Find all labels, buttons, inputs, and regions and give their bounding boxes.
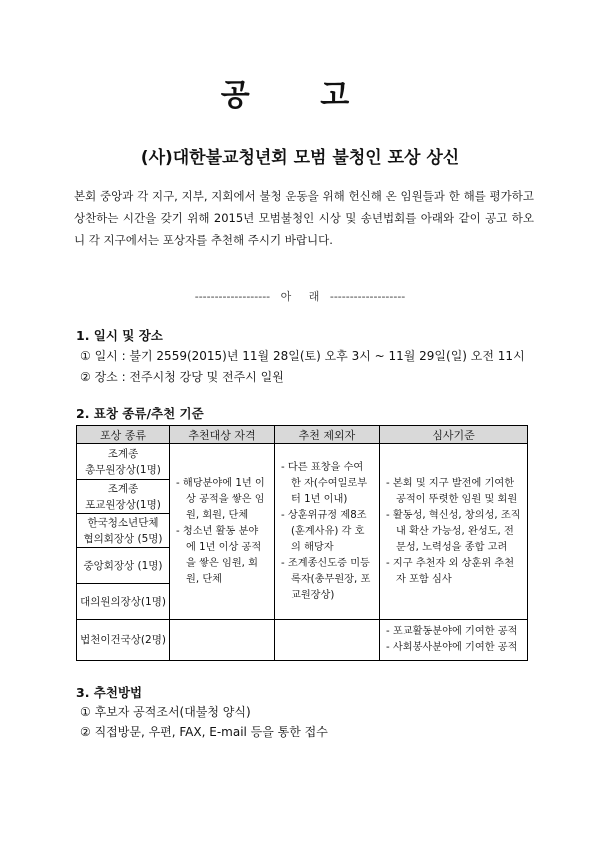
table-row	[77, 620, 528, 661]
intro-paragraph: 본회 중앙과 각 지구, 지부, 지회에서 불청 운동을 위해 헌신해 온 임원들과 한 해를 평가하고 상찬하는 시간을 갖기 위해 2015년 모범불청인 시상 및 송년법회를 아래와 같이 공고 하오니 각 지구에서는 포상자를 추천해 주시기 바랍니다.	[74, 189, 534, 247]
section-divider: ------------------- 아 래 -------------------	[194, 290, 406, 303]
exclusion-cell	[275, 444, 380, 620]
table-row	[77, 444, 528, 480]
section-1-heading: 1. 일시 및 장소	[76, 328, 163, 343]
criteria-line: - 활동성, 혁신성, 창의성, 조직내 확산 가능성, 완성도, 전문성, 노력성을 종합 고려	[386, 509, 521, 553]
qualification-line: - 해당분야에 1년 이상 공적을 쌓은 임원, 회원, 단체	[176, 477, 265, 521]
award-line: 총무원장상(1명)	[85, 463, 161, 476]
notice-subtitle: (사)대한불교청년회 모범 불청인 포상 상신	[140, 148, 460, 168]
header-exclusion: 추천 제외자	[275, 426, 380, 444]
header-award-type: 포상 종류	[77, 426, 170, 444]
award-cell	[77, 514, 170, 548]
award-line: 중앙회장상 (1명)	[83, 559, 163, 572]
location-item: ② 장소 : 전주시청 강당 및 전주시 일원	[80, 370, 284, 384]
award-cell	[77, 444, 170, 480]
award-line: 법천이건국상(2명)	[80, 634, 166, 646]
award-criteria-table	[76, 425, 528, 661]
criteria-line: - 지구 추천자 외 상훈위 추천자 포함 심사	[386, 557, 515, 585]
award-cell	[77, 620, 170, 661]
award-cell	[77, 480, 170, 514]
criteria-cell	[380, 444, 528, 620]
exclusion-line: - 상훈위규정 제8조(훈계사유) 각 호의 해당자	[281, 509, 367, 553]
header-criteria: 심사기준	[380, 426, 528, 444]
award-line: 한국청소년단체	[87, 516, 159, 529]
section-2-heading: 2. 표창 종류/추천 기준	[76, 406, 204, 421]
qualification-line: - 청소년 활동 분야에 1년 이상 공적을 쌓은 임원, 회원, 단체	[176, 525, 262, 585]
criteria-line: - 포교활동분야에 기여한 공적	[386, 626, 518, 637]
award-cell	[77, 584, 170, 620]
empty-cell	[170, 620, 275, 661]
exclusion-line: - 다른 표창을 수여한 자(수여일로부터 1년 이내)	[281, 461, 368, 505]
method-item: ① 후보자 공적조서(대불청 양식)	[80, 705, 251, 719]
notice-title: 공 고	[220, 78, 380, 113]
criteria-line: - 본회 및 지구 발전에 기여한 공적이 뚜렷한 임원 및 회원	[386, 477, 518, 505]
award-line: 협의회장상 (5명)	[83, 532, 163, 545]
criteria-line: - 사회봉사분야에 기여한 공적	[386, 642, 518, 653]
award-line: 조계종	[107, 447, 139, 460]
award-line: 조계종	[107, 482, 139, 495]
empty-cell	[275, 620, 380, 661]
exclusion-line: - 조계종신도증 미등록자(총무원장, 포교원장상)	[281, 557, 371, 601]
criteria-cell	[380, 620, 528, 661]
award-line: 대의원의장상(1명)	[80, 595, 166, 608]
award-cell	[77, 548, 170, 584]
section-3-heading: 3. 추천방법	[76, 685, 143, 700]
header-qualification: 추천대상 자격	[170, 426, 275, 444]
schedule-item: ① 일시 : 불기 2559(2015)년 11월 28일(토) 오후 3시 ~ 11월 29일(일) 오전 11시	[80, 349, 525, 363]
qualification-cell	[170, 444, 275, 620]
table-header-row	[77, 426, 528, 444]
award-line: 포교원장상(1명)	[85, 498, 161, 511]
method-item: ② 직접방문, 우편, FAX, E-mail 등을 통한 접수	[80, 725, 328, 739]
